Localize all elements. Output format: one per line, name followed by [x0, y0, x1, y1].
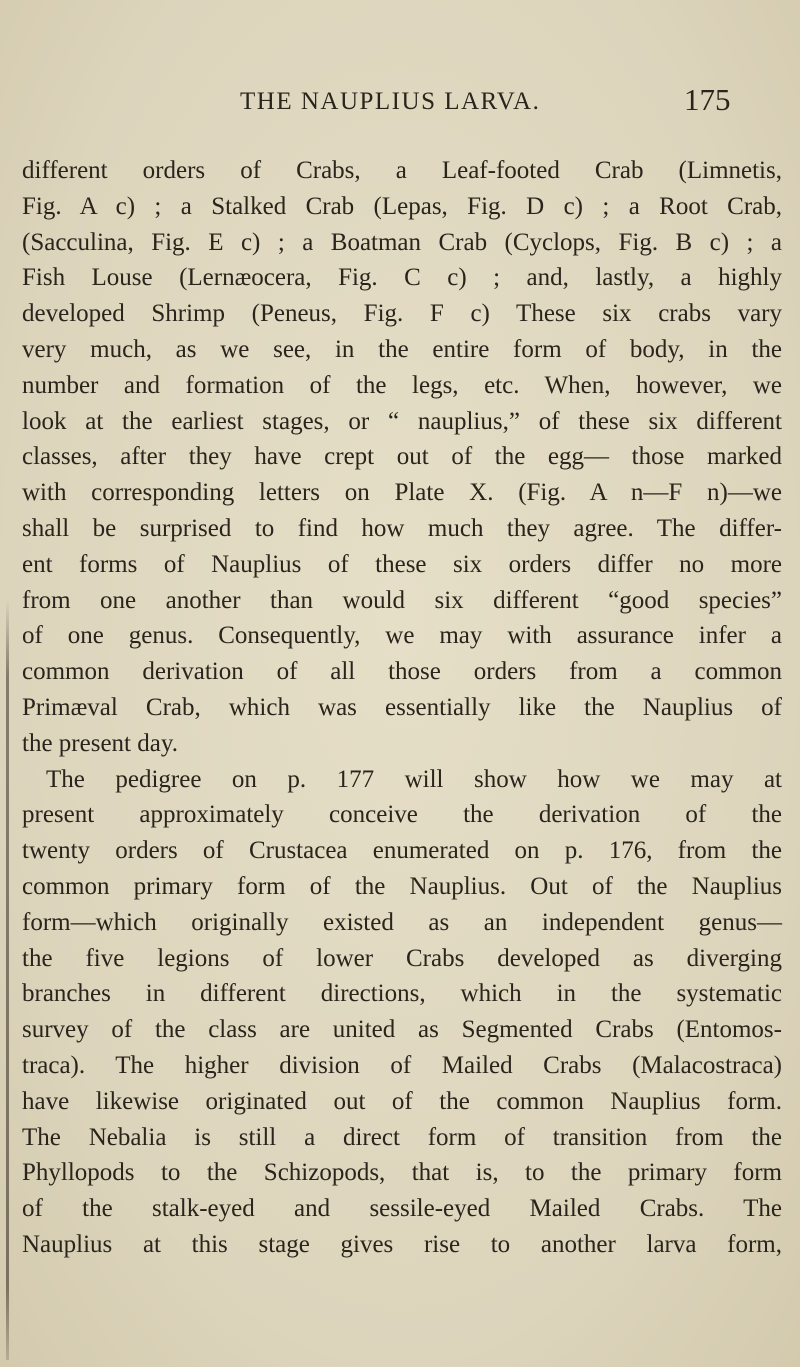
text-line: traca). The higher division of Mailed Crabs (Malacostraca)	[22, 1051, 782, 1079]
text-line: shall be surprised to find how much they agree. The differ-	[22, 514, 782, 542]
text-line: present approximately conceive the derivation of the	[22, 801, 782, 829]
text-line: with corresponding letters on Plate X. (Fig. A n—F n)—we	[22, 479, 782, 507]
text-line: twenty orders of Crustacea enumerated on p. 176, from the	[22, 837, 782, 865]
text-line: common primary form of the Nauplius. Out of the Nauplius	[22, 872, 782, 900]
text-line: form—which originally existed as an independent genus—	[22, 908, 782, 936]
text-line: classes, after they have crept out of the egg— those marked	[22, 443, 782, 471]
text-line: different orders of Crabs, a Leaf-footed Crab (Limnetis,	[22, 157, 782, 184]
text-line: look at the earliest stages, or “ nauplius,” of these six different	[22, 407, 782, 435]
text-line: Primæval Crab, which was essentially like the Nauplius of	[22, 693, 782, 721]
text-line: number and formation of the legs, etc. When, however, we	[22, 371, 782, 399]
running-head	[0, 82, 800, 128]
text-line: ent forms of Nauplius of these six orders differ no more	[22, 550, 782, 578]
text-line: the five legions of lower Crabs developed as diverging	[22, 944, 782, 972]
running-title: THE NAUPLIUS LARVA.	[240, 88, 541, 115]
paragraph-start-line: The pedigree on p. 177 will show how we may at	[46, 765, 782, 793]
text-line: from one another than would six different “good species”	[22, 586, 782, 614]
text-line: (Sacculina, Fig. E c) ; a Boatman Crab (Cyclops, Fig. B c) ; a	[22, 228, 782, 256]
text-line: developed Shrimp (Peneus, Fig. F c) These six crabs vary	[22, 300, 782, 328]
text-line: have likewise originated out of the common Nauplius form.	[22, 1087, 782, 1115]
text-line: Nauplius at this stage gives rise to another larva form,	[22, 1230, 782, 1258]
text-line: branches in different directions, which in the systematic	[22, 980, 782, 1008]
text-line: very much, as we see, in the entire form of body, in the	[22, 335, 782, 363]
page-number: 175	[684, 82, 731, 117]
paragraph-end-line: the present day.	[22, 729, 178, 757]
binding-shadow	[6, 600, 9, 1360]
text-line: of the stalk-eyed and sessile-eyed Mailed Crabs. The	[22, 1195, 782, 1223]
text-line: Phyllopods to the Schizopods, that is, to the primary form	[22, 1159, 782, 1187]
body-text	[22, 153, 782, 1263]
text-line: common derivation of all those orders from a common	[22, 658, 782, 686]
text-line: of one genus. Consequently, we may with assurance infer a	[22, 622, 782, 650]
text-line: Fish Louse (Lernæocera, Fig. C c) ; and, lastly, a highly	[22, 264, 782, 292]
text-line: survey of the class are united as Segmented Crabs (Entomos-	[22, 1016, 782, 1044]
text-line: Fig. A c) ; a Stalked Crab (Lepas, Fig. D c) ; a Root Crab,	[22, 192, 782, 220]
text-line: The Nebalia is still a direct form of transition from the	[22, 1123, 782, 1151]
